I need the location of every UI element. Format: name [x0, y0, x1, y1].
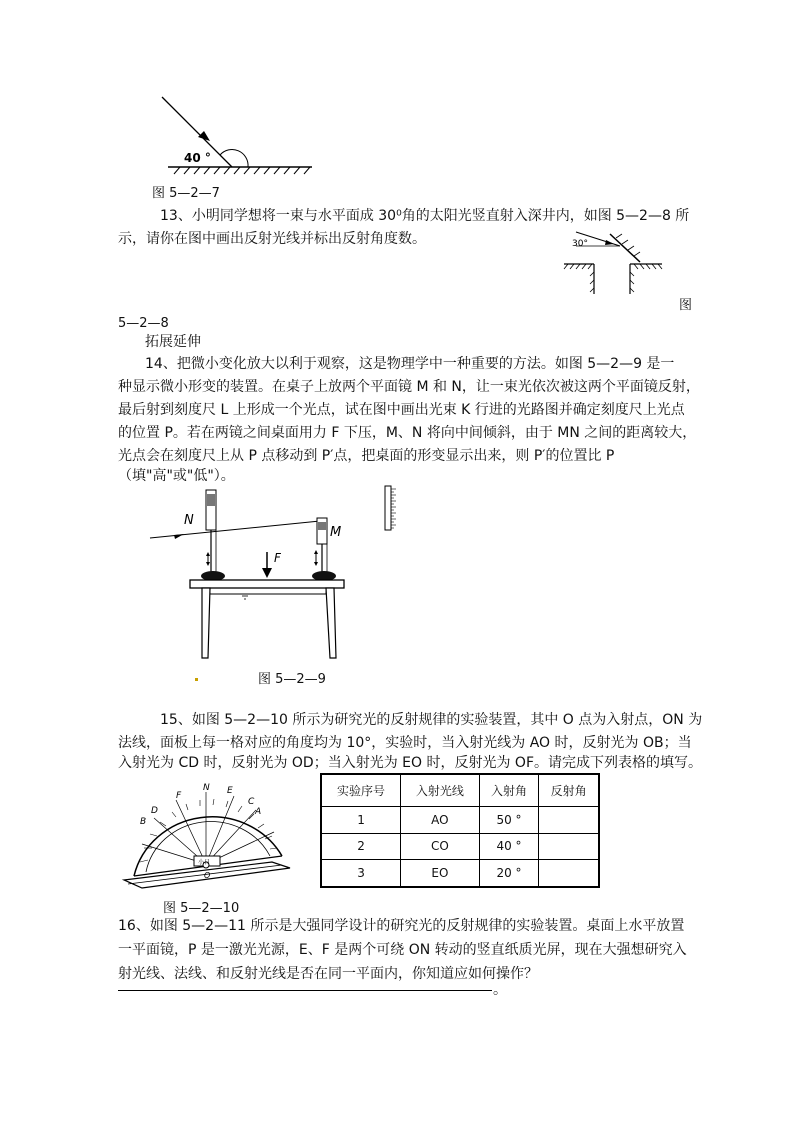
end-mark: 。 — [493, 982, 507, 998]
figure-caption-right: 图 — [679, 298, 693, 313]
table-cell: 50 ° — [479, 807, 538, 833]
question-16-line-2: 一平面镜，P 是一激光光源，E、F 是两个可绕 ON 转动的竖直纸质光屏，现在大强想研究入 — [118, 942, 687, 958]
figure-5-2-8 — [562, 224, 672, 296]
label-F: F — [274, 551, 281, 565]
angle-label: 40 ° — [184, 151, 211, 165]
label-A: A — [255, 807, 262, 817]
table-cell: AO — [401, 807, 480, 833]
question-14-line-2: 种显示微小形变的装置。在桌子上放两个平面镜 M 和 N，让一束光依次被这两个平面镜反射， — [118, 379, 700, 395]
label-D: D — [151, 806, 158, 816]
question-14-line-6: （填"高"或"低"）。 — [118, 468, 235, 484]
table-row — [321, 807, 599, 833]
label-N: N — [184, 513, 194, 528]
table-header: 入射角 — [479, 774, 538, 807]
figure-caption-left: 5—2—8 — [118, 316, 169, 331]
experiment-table — [320, 773, 600, 888]
question-16-line-3: 射光线、法线、和反射光线是否在同一平面内，你知道应如何操作？ — [118, 966, 538, 982]
figure-5-2-7 — [160, 95, 320, 175]
figure-caption: 图 5—2—10 — [163, 901, 240, 916]
answer-blank[interactable] — [118, 990, 492, 991]
answer-cell[interactable] — [539, 833, 599, 859]
question-15-line-1: 15、如图 5—2—10 所示为研究光的反射规律的实验装置，其中 O 点为入射点，ON 为 — [160, 712, 703, 728]
figure-caption: 图 5—2—7 — [152, 186, 220, 201]
table-cell: EO — [401, 860, 480, 887]
question-13-line-1: 13、小明同学想将一束与水平面成 30⁰角的太阳光竖直射入深井内，如图 5—2—8 所 — [160, 208, 690, 224]
question-13-line-2: 示，请你在图中画出反射光线并标出反射角度数。 — [118, 231, 426, 247]
label-F: F — [176, 791, 182, 801]
table-header: 实验序号 — [321, 774, 401, 807]
answer-cell[interactable] — [539, 807, 599, 833]
stray-dot — [195, 678, 198, 681]
scale-ruler — [384, 484, 404, 534]
figure-caption: 图 5—2—9 — [258, 672, 326, 687]
label-O: O — [204, 871, 211, 880]
table-cell: 3 — [321, 860, 401, 887]
label-N: N — [203, 783, 210, 793]
label-B: B — [140, 817, 147, 827]
table-cell: CO — [401, 833, 480, 859]
table-header-row — [321, 774, 599, 807]
question-14-line-5: 光点会在刻度尺上从 P 点移动到 P′点，把桌面的形变显示出来，则 P′的位置比 P — [118, 448, 615, 464]
table-cell: 20 ° — [479, 860, 538, 887]
label-C: C — [248, 797, 255, 807]
table-cell: 40 ° — [479, 833, 538, 859]
table-header: 入射光线 — [401, 774, 480, 807]
table-row — [321, 833, 599, 859]
section-title: 拓展延伸 — [145, 334, 201, 350]
table-cell: 1 — [321, 807, 401, 833]
question-14-line-3: 最后射到刻度尺 L 上形成一个光点，试在图中画出光束 K 行进的光路图并确定刻度尺上光点 — [118, 402, 685, 418]
question-15-line-3: 入射光为 CD 时，反射光为 OD；当入射光为 EO 时，反射光为 OF。请完成下列表格的填写。 — [118, 755, 702, 771]
angle-label-30: 30° — [572, 239, 588, 249]
svg-text:小日: 小日 — [198, 859, 211, 866]
table-cell: 2 — [321, 833, 401, 859]
question-16-line-1: 16、如图 5—2—11 所示是大强同学设计的研究光的反射规律的实验装置。桌面上水平放置 — [118, 918, 685, 934]
figure-5-2-9 — [150, 484, 420, 664]
question-15-line-2: 法线，面板上每一格对应的角度均为 10°，实验时，当入射光线为 AO 时，反射光为 OB；当 — [118, 735, 692, 751]
table-header: 反射角 — [539, 774, 599, 807]
question-14-line-4: 的位置 P。若在两镜之间桌面用力 F 下压，M、N 将向中间倾斜，由于 MN 之间的距离较大， — [118, 425, 697, 441]
figure-5-2-10 — [122, 784, 294, 894]
label-M: M — [330, 525, 342, 540]
answer-cell[interactable] — [539, 860, 599, 887]
question-14-line-1: 14、把微小变化放大以利于观察，这是物理学中一种重要的方法。如图 5—2—9 是一 — [145, 356, 675, 372]
table-row — [321, 860, 599, 887]
label-E: E — [227, 786, 233, 796]
